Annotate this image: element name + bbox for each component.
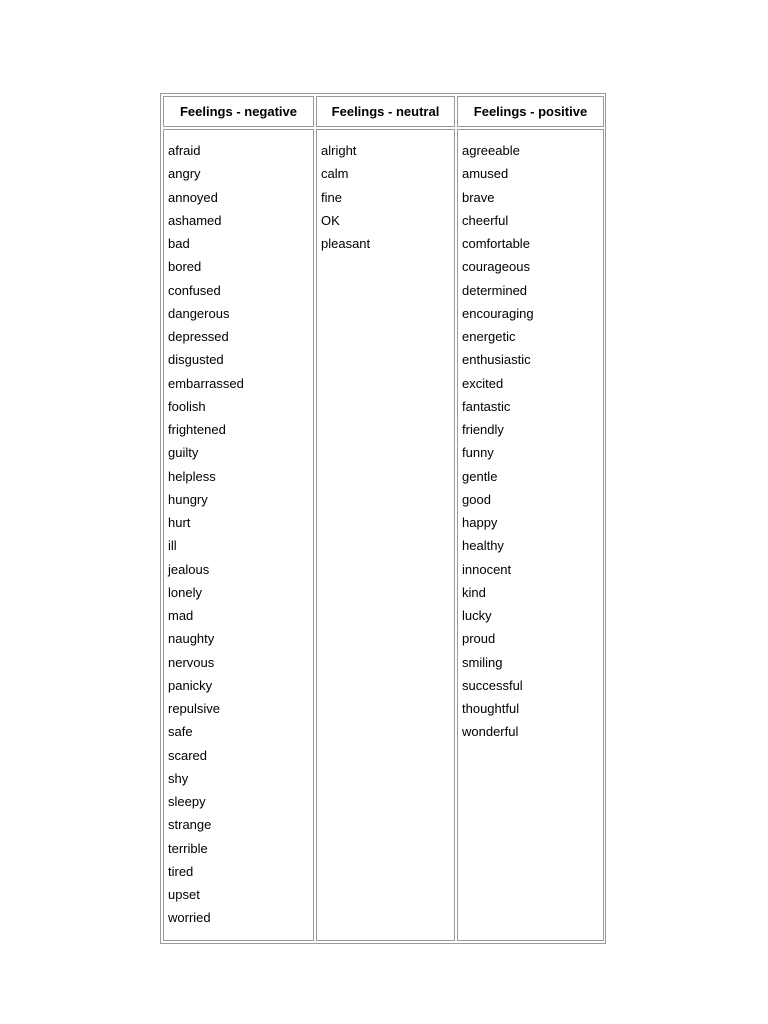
list-item: strange xyxy=(168,817,212,833)
list-item: friendly xyxy=(462,422,504,437)
list-item: afraid xyxy=(168,143,201,158)
list-item: excited xyxy=(462,375,504,391)
list-item: cheerful xyxy=(462,212,509,228)
list-item: annoyed xyxy=(168,189,218,205)
list-item: innocent xyxy=(462,561,512,577)
list-item: worried xyxy=(168,910,211,926)
feelings-table xyxy=(160,93,606,944)
list-item: bad xyxy=(168,236,190,251)
list-item: successful xyxy=(462,677,523,693)
list-item: healthy xyxy=(462,538,504,554)
word-list-positive xyxy=(462,139,603,744)
list-item: frightened xyxy=(168,422,226,437)
column-negative xyxy=(163,129,314,941)
list-item: pleasant xyxy=(321,236,371,251)
list-item: embarrassed xyxy=(168,375,244,391)
list-item: fine xyxy=(321,189,342,205)
list-item: terrible xyxy=(168,840,208,856)
list-item: depressed xyxy=(168,329,229,344)
list-item: funny xyxy=(462,445,494,461)
list-item: scared xyxy=(168,747,208,763)
list-item: nervous xyxy=(168,654,215,670)
list-item: hungry xyxy=(168,491,208,507)
list-item: enthusiastic xyxy=(462,352,531,368)
list-item: determined xyxy=(462,282,528,298)
list-item: calm xyxy=(321,166,349,182)
list-item: foolish xyxy=(168,398,206,414)
list-item: sleepy xyxy=(168,794,206,809)
word-list-neutral xyxy=(321,139,454,255)
list-item: bored xyxy=(168,259,202,275)
list-item: confused xyxy=(168,282,221,298)
list-item: alright xyxy=(321,143,357,158)
list-item: repulsive xyxy=(168,701,221,716)
list-item: helpless xyxy=(168,468,216,484)
list-item: thoughtful xyxy=(462,701,520,716)
header-negative: Feelings - negative xyxy=(163,96,314,127)
list-item: naughty xyxy=(168,631,215,647)
list-item: upset xyxy=(168,887,200,902)
list-item: shy xyxy=(168,770,189,786)
list-item: amused xyxy=(462,166,509,182)
list-item: hurt xyxy=(168,515,191,530)
list-item: lonely xyxy=(168,584,202,600)
header-neutral: Feelings - neutral xyxy=(316,96,455,127)
list-item: disgusted xyxy=(168,352,224,368)
list-item: tired xyxy=(168,863,194,879)
list-item: agreeable xyxy=(462,143,520,158)
list-item: happy xyxy=(462,515,498,530)
list-item: kind xyxy=(462,584,486,600)
list-item: angry xyxy=(168,166,201,182)
list-item: comfortable xyxy=(462,236,530,251)
list-item: panicky xyxy=(168,677,213,693)
list-item: good xyxy=(462,491,491,507)
list-item: lucky xyxy=(462,608,492,623)
list-item: OK xyxy=(321,212,340,228)
header-positive: Feelings - positive xyxy=(457,96,604,127)
list-item: ill xyxy=(168,538,177,554)
column-positive xyxy=(457,129,604,941)
list-item: proud xyxy=(462,631,496,647)
list-item: wonderful xyxy=(462,724,519,740)
column-neutral xyxy=(316,129,455,941)
list-item: jealous xyxy=(168,561,210,577)
list-item: encouraging xyxy=(462,305,534,321)
list-item: ashamed xyxy=(168,212,222,228)
list-item: energetic xyxy=(462,329,516,344)
list-item: smiling xyxy=(462,654,503,670)
list-item: fantastic xyxy=(462,398,511,414)
list-item: courageous xyxy=(462,259,530,275)
word-list-negative xyxy=(168,139,313,930)
list-item: mad xyxy=(168,608,194,623)
list-item: gentle xyxy=(462,468,498,484)
list-item: safe xyxy=(168,724,193,740)
list-item: brave xyxy=(462,189,495,205)
list-item: dangerous xyxy=(168,305,230,321)
list-item: guilty xyxy=(168,445,199,461)
